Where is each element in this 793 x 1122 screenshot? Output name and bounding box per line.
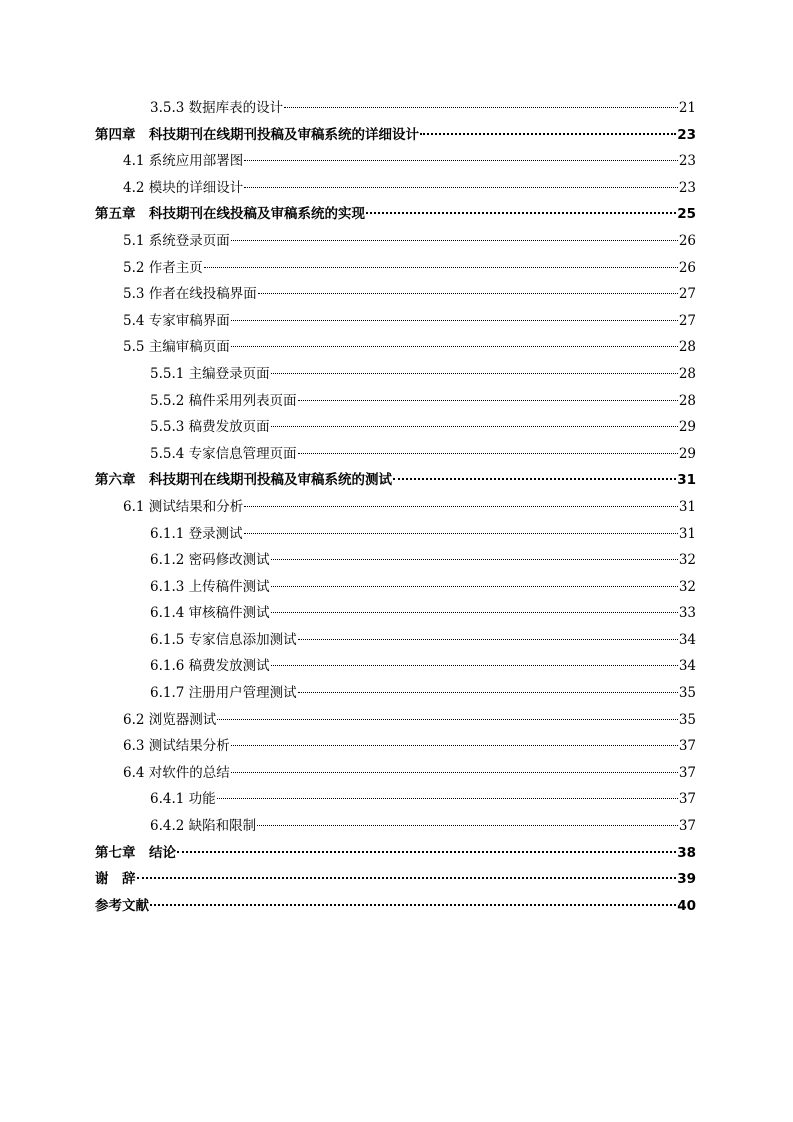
toc-entry[interactable] xyxy=(0,308,793,335)
dot-leader xyxy=(271,665,678,666)
toc-entry-page-number: 26 xyxy=(678,259,696,276)
toc-entry[interactable] xyxy=(0,786,793,813)
toc-entry[interactable] xyxy=(0,521,793,548)
dot-leader xyxy=(244,187,678,188)
toc-entry[interactable] xyxy=(0,255,793,282)
toc-entry-page-number: 23 xyxy=(678,179,696,196)
toc-entry-page-number: 27 xyxy=(678,312,696,329)
toc-entry[interactable] xyxy=(0,414,793,441)
toc-entry-page-number: 34 xyxy=(678,631,696,648)
toc-entry[interactable] xyxy=(0,893,793,920)
toc-entry-title: 6.1.7 注册用户管理测试 xyxy=(150,685,297,702)
dot-leader xyxy=(366,212,676,214)
dot-leader xyxy=(420,133,676,135)
toc-entry-page-number: 26 xyxy=(678,232,696,249)
dot-leader xyxy=(271,612,678,613)
toc-entry-title: 第五章 科技期刊在线投稿及审稿系统的实现 xyxy=(95,206,365,223)
toc-entry-page-number: 40 xyxy=(677,897,696,914)
toc-entry-title: 6.4.2 缺陷和限制 xyxy=(150,818,257,835)
dot-leader xyxy=(298,400,678,401)
dot-leader xyxy=(244,160,678,161)
toc-entry-page-number: 29 xyxy=(678,419,696,436)
dot-leader xyxy=(231,320,678,321)
toc-entry-title: 3.5.3 数据库表的设计 xyxy=(150,100,284,116)
toc-entry-title: 5.5.3 稿费发放页面 xyxy=(150,419,270,436)
toc-entry[interactable] xyxy=(0,547,793,574)
toc-entry-page-number: 38 xyxy=(677,844,696,861)
toc-entry-title: 5.3 作者在线投稿界面 xyxy=(123,286,257,303)
toc-entry[interactable] xyxy=(0,281,793,308)
toc-entry[interactable] xyxy=(0,813,793,840)
toc-entry-title: 6.1.2 密码修改测试 xyxy=(150,552,270,569)
toc-entry[interactable] xyxy=(0,95,793,122)
toc-entry[interactable] xyxy=(0,574,793,601)
toc-entry-page-number: 31 xyxy=(677,472,696,489)
toc-entry-page-number: 31 xyxy=(678,525,696,542)
dot-leader xyxy=(298,453,678,454)
toc-entry-page-number: 34 xyxy=(678,658,696,675)
dot-leader xyxy=(271,586,678,587)
dot-leader xyxy=(393,478,676,480)
dot-leader xyxy=(231,745,678,746)
toc-entry-title: 参考文献 xyxy=(95,897,149,914)
table-of-contents xyxy=(0,95,793,919)
toc-entry-title: 5.2 作者主页 xyxy=(123,259,203,276)
toc-entry[interactable] xyxy=(0,680,793,707)
dot-leader xyxy=(271,559,678,560)
dot-leader xyxy=(258,293,678,294)
toc-entry[interactable] xyxy=(0,760,793,787)
toc-entry-page-number: 27 xyxy=(678,286,696,303)
dot-leader xyxy=(257,825,678,826)
dot-leader xyxy=(231,240,678,241)
toc-entry[interactable] xyxy=(0,201,793,228)
dot-leader xyxy=(271,373,678,374)
toc-entry[interactable] xyxy=(0,707,793,734)
toc-entry-title: 5.5 主编审稿页面 xyxy=(123,339,230,356)
toc-entry-page-number: 35 xyxy=(678,711,696,728)
toc-entry[interactable] xyxy=(0,441,793,468)
toc-entry-title: 6.4.1 功能 xyxy=(150,791,216,808)
toc-entry[interactable] xyxy=(0,494,793,521)
toc-entry-page-number: 21 xyxy=(678,100,696,116)
toc-entry-title: 6.1.6 稿费发放测试 xyxy=(150,658,270,675)
toc-entry-title: 5.1 系统登录页面 xyxy=(123,232,230,249)
toc-entry-page-number: 23 xyxy=(677,126,696,143)
toc-entry[interactable] xyxy=(0,175,793,202)
toc-entry[interactable] xyxy=(0,467,793,494)
toc-entry-page-number: 37 xyxy=(678,764,696,781)
dot-leader xyxy=(177,851,676,853)
toc-entry-title: 第七章 结论 xyxy=(95,844,176,861)
dot-leader xyxy=(298,639,678,640)
toc-entry-page-number: 25 xyxy=(677,206,696,223)
toc-entry-page-number: 37 xyxy=(678,791,696,808)
toc-entry-page-number: 31 xyxy=(678,498,696,515)
toc-entry-title: 6.1.4 审核稿件测试 xyxy=(150,605,270,622)
toc-entry[interactable] xyxy=(0,600,793,627)
toc-entry-page-number: 29 xyxy=(678,445,696,462)
toc-entry-page-number: 32 xyxy=(678,552,696,569)
toc-entry-page-number: 37 xyxy=(678,738,696,755)
toc-entry-title: 6.2 浏览器测试 xyxy=(123,711,217,728)
toc-entry[interactable] xyxy=(0,653,793,680)
toc-entry-page-number: 28 xyxy=(678,339,696,356)
toc-entry[interactable] xyxy=(0,388,793,415)
dot-leader xyxy=(217,798,678,799)
toc-entry-title: 6.3 测试结果分析 xyxy=(123,738,230,755)
toc-entry-page-number: 39 xyxy=(677,871,696,888)
toc-entry[interactable] xyxy=(0,122,793,149)
dot-leader xyxy=(204,267,678,268)
toc-entry-title: 谢 辞 xyxy=(95,871,136,888)
toc-entry-title: 6.4 对软件的总结 xyxy=(123,764,230,781)
dot-leader xyxy=(244,533,678,534)
toc-entry-title: 5.5.2 稿件采用列表页面 xyxy=(150,392,297,409)
toc-entry-title: 5.5.1 主编登录页面 xyxy=(150,365,270,382)
toc-entry[interactable] xyxy=(0,866,793,893)
toc-entry[interactable] xyxy=(0,148,793,175)
dot-leader xyxy=(150,904,676,906)
dot-leader xyxy=(298,692,678,693)
toc-entry[interactable] xyxy=(0,228,793,255)
toc-entry[interactable] xyxy=(0,627,793,654)
toc-entry-title: 6.1.1 登录测试 xyxy=(150,525,243,542)
toc-entry[interactable] xyxy=(0,733,793,760)
toc-entry-title: 5.5.4 专家信息管理页面 xyxy=(150,445,297,462)
toc-entry-title: 6.1 测试结果和分析 xyxy=(123,498,244,515)
toc-entry-title: 6.1.5 专家信息添加测试 xyxy=(150,631,297,648)
dot-leader xyxy=(284,107,678,108)
toc-entry-page-number: 28 xyxy=(678,365,696,382)
toc-entry-page-number: 35 xyxy=(678,685,696,702)
toc-entry-title: 第四章 科技期刊在线期刊投稿及审稿系统的详细设计 xyxy=(95,126,419,143)
dot-leader xyxy=(244,506,678,507)
toc-entry-page-number: 33 xyxy=(678,605,696,622)
toc-entry-title: 第六章 科技期刊在线期刊投稿及审稿系统的测试 xyxy=(95,472,392,489)
toc-entry-page-number: 23 xyxy=(678,153,696,170)
dot-leader xyxy=(137,877,677,879)
dot-leader xyxy=(271,426,678,427)
toc-entry-title: 6.1.3 上传稿件测试 xyxy=(150,578,270,595)
toc-entry[interactable] xyxy=(0,361,793,388)
dot-leader xyxy=(231,346,678,347)
toc-entry[interactable] xyxy=(0,840,793,867)
toc-entry-title: 4.2 模块的详细设计 xyxy=(123,179,244,196)
dot-leader xyxy=(231,772,678,773)
toc-entry-title: 5.4 专家审稿界面 xyxy=(123,312,230,329)
toc-entry-page-number: 28 xyxy=(678,392,696,409)
toc-entry-page-number: 37 xyxy=(678,818,696,835)
dot-leader xyxy=(217,719,678,720)
toc-entry-title: 4.1 系统应用部署图 xyxy=(123,153,244,170)
toc-entry-page-number: 32 xyxy=(678,578,696,595)
toc-entry[interactable] xyxy=(0,334,793,361)
